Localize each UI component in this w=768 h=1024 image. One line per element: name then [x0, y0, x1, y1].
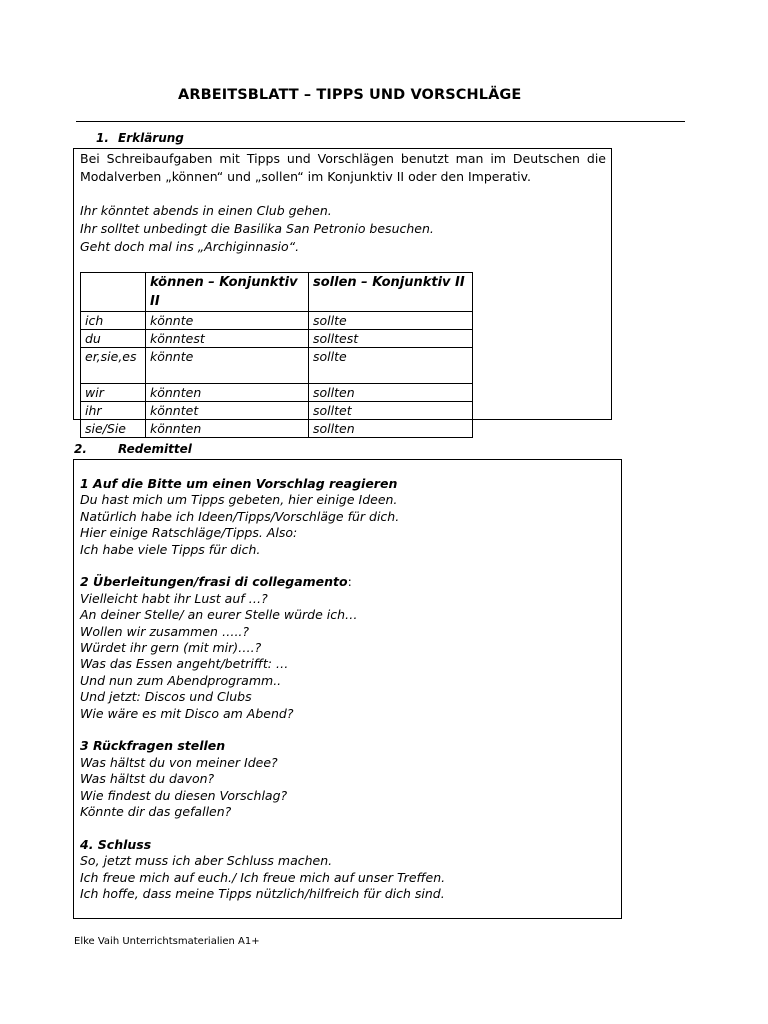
- phrase-line: Du hast mich um Tipps gebeten, hier einige Ideen.: [80, 492, 398, 508]
- phrase-line: Was das Essen angeht/betrifft: …: [80, 656, 289, 672]
- phrase-line: Wie wäre es mit Disco am Abend?: [80, 705, 294, 721]
- phrase-line: Ich hoffe, dass meine Tipps nützlich/hilfreich für dich sind.: [80, 886, 445, 902]
- example-sentence: Ihr solltet unbedingt die Basilika San Petronio besuchen.: [80, 221, 434, 236]
- table-row: [81, 402, 473, 420]
- pronoun-cell: er,sie,es: [81, 348, 146, 384]
- pronoun-cell: du: [81, 330, 146, 348]
- table-header-cell: können – Konjunktiv II: [146, 273, 309, 312]
- conjugation-table: [80, 272, 473, 438]
- koennen-cell: könnte: [146, 348, 309, 384]
- pronoun-cell: ich: [81, 312, 146, 330]
- koennen-cell: könntest: [146, 330, 309, 348]
- block-heading-text: 2 Überleitungen/frasi di collegamento: [80, 574, 348, 590]
- phrase-line: Was hältst du davon?: [80, 771, 215, 787]
- section2-heading: [74, 442, 192, 456]
- section1-title: Erklärung: [118, 131, 184, 145]
- pronoun-cell: wir: [81, 384, 146, 402]
- section2-number: 2.: [74, 442, 87, 456]
- sollen-cell: solltet: [309, 402, 473, 420]
- phrase-line: Ich freue mich auf euch./ Ich freue mich auf unser Treffen.: [80, 869, 446, 885]
- table-row: [81, 420, 473, 438]
- pronoun-cell: ihr: [81, 402, 146, 420]
- redemittel-block: [80, 574, 445, 722]
- example-sentence: Ihr könntet abends in einen Club gehen.: [80, 203, 332, 218]
- example-sentences: [80, 202, 434, 256]
- phrase-line: Ich habe viele Tipps für dich.: [80, 541, 261, 557]
- section2-title: Redemittel: [118, 442, 192, 456]
- block-heading-text: 4. Schluss: [80, 836, 152, 852]
- phrase-line: Wollen wir zusammen …..?: [80, 623, 250, 639]
- sollen-cell: sollte: [309, 312, 473, 330]
- footer-credit: Elke Vaih Unterrichtsmaterialien A1+: [74, 936, 260, 947]
- phrase-line: Was hältst du von meiner Idee?: [80, 754, 278, 770]
- koennen-cell: könntet: [146, 402, 309, 420]
- block-heading: [80, 476, 445, 492]
- worksheet-title: ARBEITSBLATT – TIPPS UND VORSCHLÄGE: [178, 87, 522, 103]
- section1-heading: [96, 131, 184, 145]
- title-rule: [76, 121, 685, 122]
- redemittel-block: [80, 837, 445, 903]
- sollen-cell: sollten: [309, 384, 473, 402]
- redemittel-box: [73, 459, 622, 919]
- redemittel-block: [80, 738, 445, 820]
- redemittel-list: [80, 476, 445, 919]
- sollen-cell: sollte: [309, 348, 473, 384]
- section1-number: 1.: [96, 131, 109, 145]
- block-heading: [80, 837, 445, 853]
- pronoun-cell: sie/Sie: [81, 420, 146, 438]
- table-row: [81, 348, 473, 384]
- example-sentence: Geht doch mal ins „Archiginnasio“.: [80, 239, 300, 254]
- phrase-line: Würdet ihr gern (mit mir)….?: [80, 640, 262, 656]
- block-heading-text: 1 Auf die Bitte um einen Vorschlag reagieren: [80, 476, 398, 491]
- koennen-cell: könnte: [146, 312, 309, 330]
- table-header-row: [81, 273, 473, 312]
- phrase-line: Vielleicht habt ihr Lust auf …?: [80, 590, 268, 606]
- table-row: [81, 330, 473, 348]
- phrase-line: Und nun zum Abendprogramm..: [80, 672, 282, 688]
- phrase-line: So, jetzt muss ich aber Schluss machen.: [80, 853, 333, 869]
- redemittel-block: [80, 476, 445, 558]
- table-row: [81, 312, 473, 330]
- phrase-line: An deiner Stelle/ an eurer Stelle würde ich…: [80, 607, 358, 623]
- table-header-cell: [81, 273, 146, 312]
- sollen-cell: solltest: [309, 330, 473, 348]
- block-heading-text: 3 Rückfragen stellen: [80, 738, 226, 754]
- block-heading: [80, 738, 445, 754]
- phrase-line: Hier einige Ratschläge/Tipps. Also:: [80, 525, 298, 541]
- koennen-cell: könnten: [146, 420, 309, 438]
- phrase-line: Könnte dir das gefallen?: [80, 804, 232, 820]
- table-header-cell: sollen – Konjunktiv II: [309, 273, 473, 312]
- table-row: [81, 384, 473, 402]
- explanation-box: [73, 148, 612, 436]
- sollen-cell: sollten: [309, 420, 473, 438]
- phrase-line: Wie findest du diesen Vorschlag?: [80, 787, 288, 803]
- koennen-cell: könnten: [146, 384, 309, 402]
- block-heading-suffix: :: [347, 574, 352, 590]
- phrase-line: Und jetzt: Discos und Clubs: [80, 689, 252, 705]
- phrase-line: Natürlich habe ich Ideen/Tipps/Vorschläge für dich.: [80, 508, 400, 524]
- block-heading: [80, 574, 445, 590]
- explanation-intro: Bei Schreibaufgaben mit Tipps und Vorschlägen benutzt man im Deutschen die Modalverben „können“ und „sollen“ im Konjunktiv II oder den Imperativ.: [80, 151, 606, 184]
